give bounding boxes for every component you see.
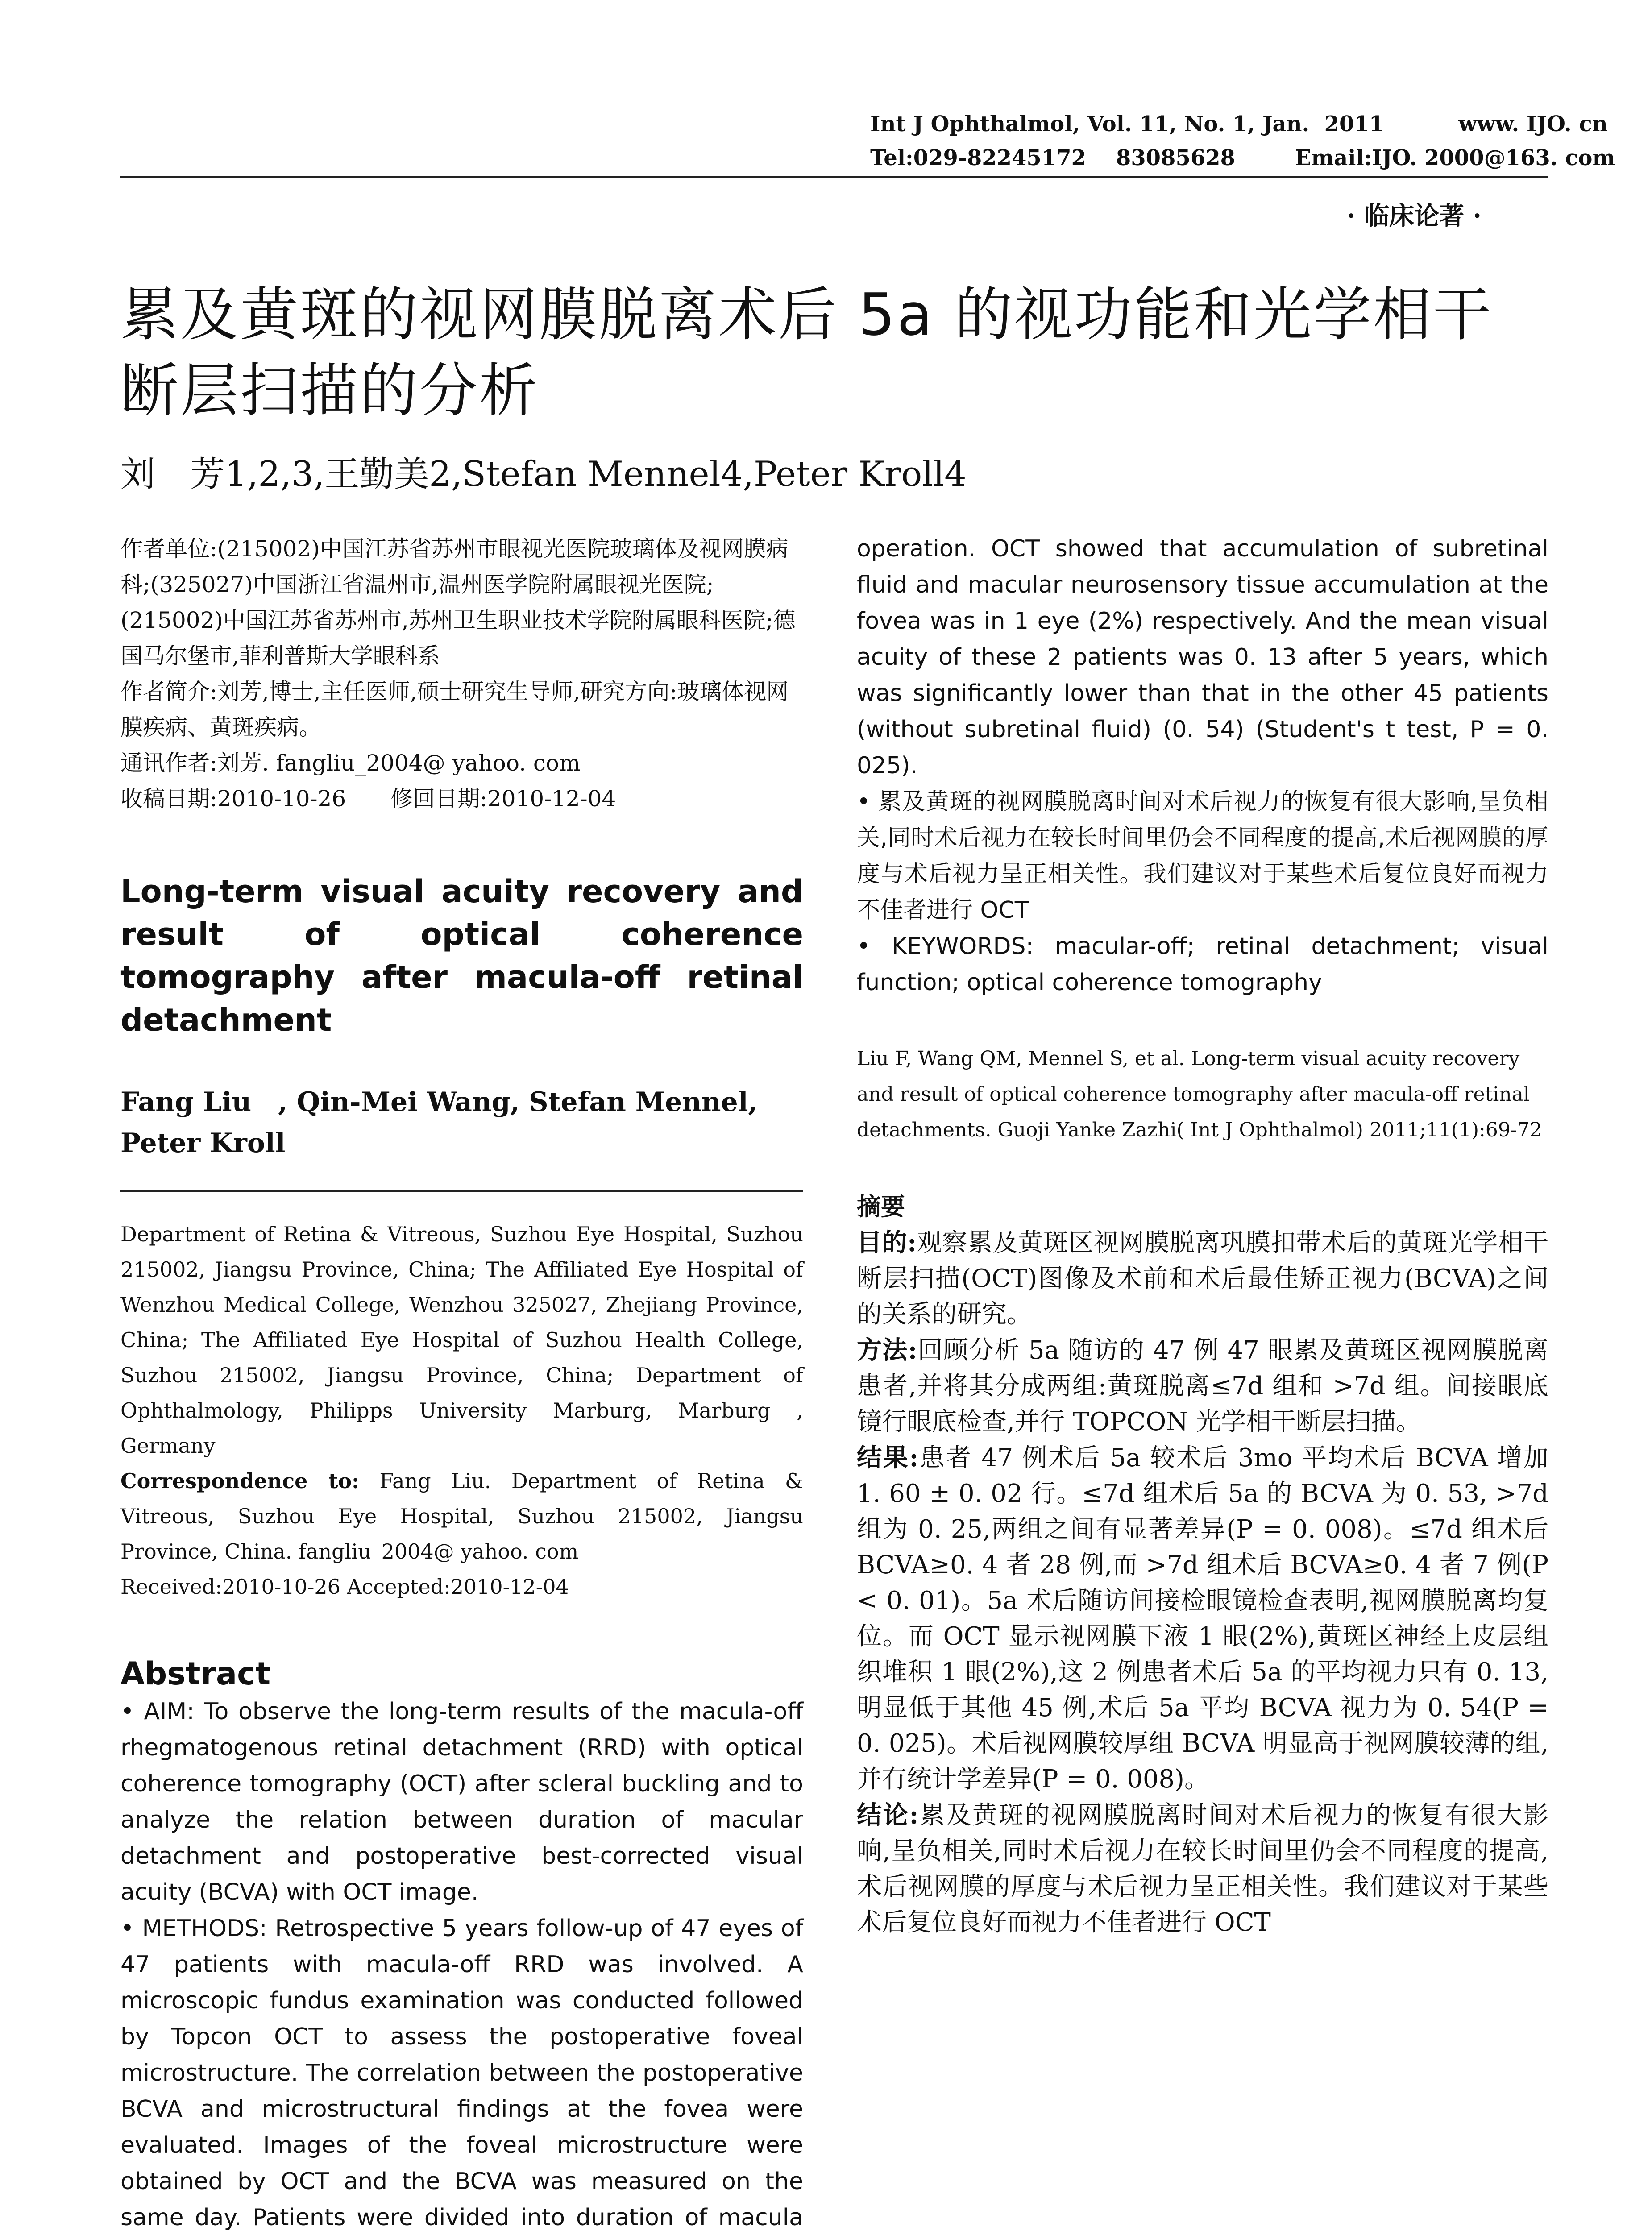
conclusion-label: 结论: xyxy=(857,1800,919,1830)
correspondence-en xyxy=(120,1464,803,1569)
journal-tel: Tel:029-82245172 83085628 xyxy=(870,145,1236,170)
abstract-heading-cn: 摘要 xyxy=(857,1192,905,1221)
journal-website[interactable]: www. IJO. cn xyxy=(1458,112,1608,137)
abstract-results-continued: operation. OCT showed that accumulation of subretinal fluid and macular neurosensory tissue accumulation at the fovea was in 1 eye (2%) respectively. And the mean visual acuity of these 2 patients was 0. 13 after 5 years, which was significantly lower than that in the other 45 patients (without subretinal fluid) (0. 54) (Student's t test, P = 0. 025). xyxy=(857,535,1548,779)
article-title-en: Long-term visual acuity recovery and result of optical coherence tomography after macula-off retinal detachment xyxy=(120,873,803,1038)
purpose-label: 目的: xyxy=(857,1228,917,1257)
abstract-heading: Abstract xyxy=(120,1655,271,1692)
journal-header xyxy=(870,107,1615,175)
correspondence-cn: 通讯作者:刘芳. fangliu_2004@ yahoo. com xyxy=(120,750,581,776)
abstract-purpose-cn xyxy=(857,1225,1548,1332)
affiliation-en: Department of Retina & Vitreous, Suzhou Eye Hospital, Suzhou 215002, Jiangsu Province, China; The Affiliated Eye Hospital of Wenzhou Medical College, Wenzhou 325027, Zhejiang Province, China; The Affiliated Eye Hospital of Suzhou Health College, Suzhou 215002, Jiangsu Province, China; Department of Ophthalmology, Philipps University Marburg, Marburg , Germany xyxy=(120,1222,803,1458)
results-label: 结果: xyxy=(857,1443,919,1472)
abstract-results-cn xyxy=(857,1440,1548,1797)
journal-email[interactable]: Email:IJO. 2000@163. com xyxy=(1295,145,1615,170)
abstract-methods-cn xyxy=(857,1332,1548,1440)
author-bio-cn: 作者简介:刘芳,博士,主任医师,硕士研究生导师,研究方向:玻璃体视网膜疾病、黄斑疾病。 xyxy=(120,679,789,740)
left-column xyxy=(120,531,803,2231)
correspondence-text: Fang Liu. Department of Retina & Vitreous, Suzhou Eye Hospital, Suzhou 215002, Jiangsu Province, China. fangliu_2004@ yahoo. com xyxy=(120,1469,803,1563)
authors-divider xyxy=(120,1190,803,1192)
abstract-methods: • METHODS: Retrospective 5 years follow-up of 47 eyes of 47 patients with macula-off RRD was involved. A microscopic fundus examination was conducted followed by Topcon OCT to assess the postoperative foveal microstructure. The correlation between the postoperative BCVA and microstructural findings at the fovea were evaluated. Images of the foveal microstructure were obtained by OCT and the BCVA was measured on the same day. Patients were divided into duration of macula xyxy=(120,1911,803,2231)
authors-en: Fang Liu , Qin-Mei Wang, Stefan Mennel, Peter Kroll xyxy=(120,1086,758,1159)
journal-info-line xyxy=(870,107,1608,141)
affiliation-cn: 作者单位:(215002)中国江苏省苏州市眼视光医院玻璃体及视网膜病科;(325027)中国浙江省温州市,温州医学院附属眼视光医院;(215002)中国江苏省苏州市,苏州卫生职业技术学院附属眼科医院;德国马尔堡市,菲利普斯大学眼科系 xyxy=(120,536,796,669)
abstract-aim: • AIM: To observe the long-term results of the macula-off rhegmatogenous retinal detachment (RRD) with optical coherence tomography (OCT) after scleral buckling and to analyze the relation between duration of macular detachment and postoperative best-corrected visual acuity (BCVA) with OCT image. xyxy=(120,1694,803,1911)
abstract-conclusion: • 累及黄斑的视网膜脱离时间对术后视力的恢复有很大影响,呈负相关,同时术后视力在较长时间里仍会不同程度的提高,术后视网膜的厚度与术后视力呈正相关性。我们建议对于某些术后复位良好而视力不佳者进行 OCT xyxy=(857,784,1548,929)
methods-text: 回顾分析 5a 随访的 47 例 47 眼累及黄斑区视网膜脱离患者,并将其分成两组:黄斑脱离≤7d 组和 >7d 组。间接眼底镜行眼底检查,并行 TOPCON 光学相干断层扫描。 xyxy=(857,1336,1548,1436)
methods-label: 方法: xyxy=(857,1335,917,1365)
purpose-text: 观察累及黄斑区视网膜脱离巩膜扣带术后的黄斑光学相干断层扫描(OCT)图像及术前和术后最佳矫正视力(BCVA)之间的关系的研究。 xyxy=(857,1228,1549,1329)
authors-cn: 刘 芳1,2,3,王勤美2,Stefan Mennel4,Peter Kroll4 xyxy=(120,454,967,494)
section-label: · 临床论著 · xyxy=(1347,201,1482,231)
correspondence-label: Correspondence to: xyxy=(120,1469,360,1493)
dates-en: Received:2010-10-26 Accepted:2010-12-04 xyxy=(120,1575,569,1599)
journal-contact-line xyxy=(870,141,1615,175)
abstract-keywords: • KEYWORDS: macular-off; retinal detachment; visual function; optical coherence tomography xyxy=(857,929,1548,1001)
abstract-conclusion-cn xyxy=(857,1797,1548,1941)
conclusion-text: 累及黄斑的视网膜脱离时间对术后视力的恢复有很大影响,呈负相关,同时术后视力在较长时间里仍会不同程度的提高,术后视网膜的厚度与术后视力呈正相关性。我们建议对于某些术后复位良好而视力不佳者进行 OCT xyxy=(857,1801,1548,1937)
header-divider xyxy=(120,176,1548,178)
right-column xyxy=(857,531,1548,1941)
results-text: 患者 47 例术后 5a 较术后 3mo 平均术后 BCVA 增加 1. 60 ± 0. 02 行。≤7d 组术后 5a 的 BCVA 为 0. 53, >7d 组为 0. 25,两组之间有显著差异(P = 0. 008)。≤7d 组术后 BCVA≥0. 4 者 28 例,而 >7d 组术后 BCVA≥0. 4 者 7 例(P < 0. 01)。5a 术后随访间接检眼镜检查表明,视网膜脱离均复位。而 OCT 显示视网膜下液 1 眼(2%),黄斑区神经上皮层组织堆积 1 眼(2%),这 2 例患者术后 5a 的平均视力只有 0. 13,明显低于其他 45 例,术后 5a 平均 BCVA 视力为 0. 54(P = 0. 025)。术后视网膜较厚组 BCVA 明显高于视网膜较薄的组,并有统计学差异(P = 0. 008)。 xyxy=(857,1443,1549,1794)
journal-citation: Int J Ophthalmol, Vol. 11, No. 1, Jan. 2011 xyxy=(870,112,1384,137)
article-title-cn: 累及黄斑的视网膜脱离术后 5a 的视功能和光学相干断层扫描的分析 xyxy=(120,281,1493,424)
dates-cn: 收稿日期:2010-10-26 修回日期:2010-12-04 xyxy=(120,786,616,812)
citation: Liu F, Wang QM, Mennel S, et al. Long-term visual acuity recovery and result of optical coherence tomography after macula-off retinal detachments. Guoji Yanke Zazhi( Int J Ophthalmol) 2011;11(1):69-72 xyxy=(857,1047,1542,1141)
